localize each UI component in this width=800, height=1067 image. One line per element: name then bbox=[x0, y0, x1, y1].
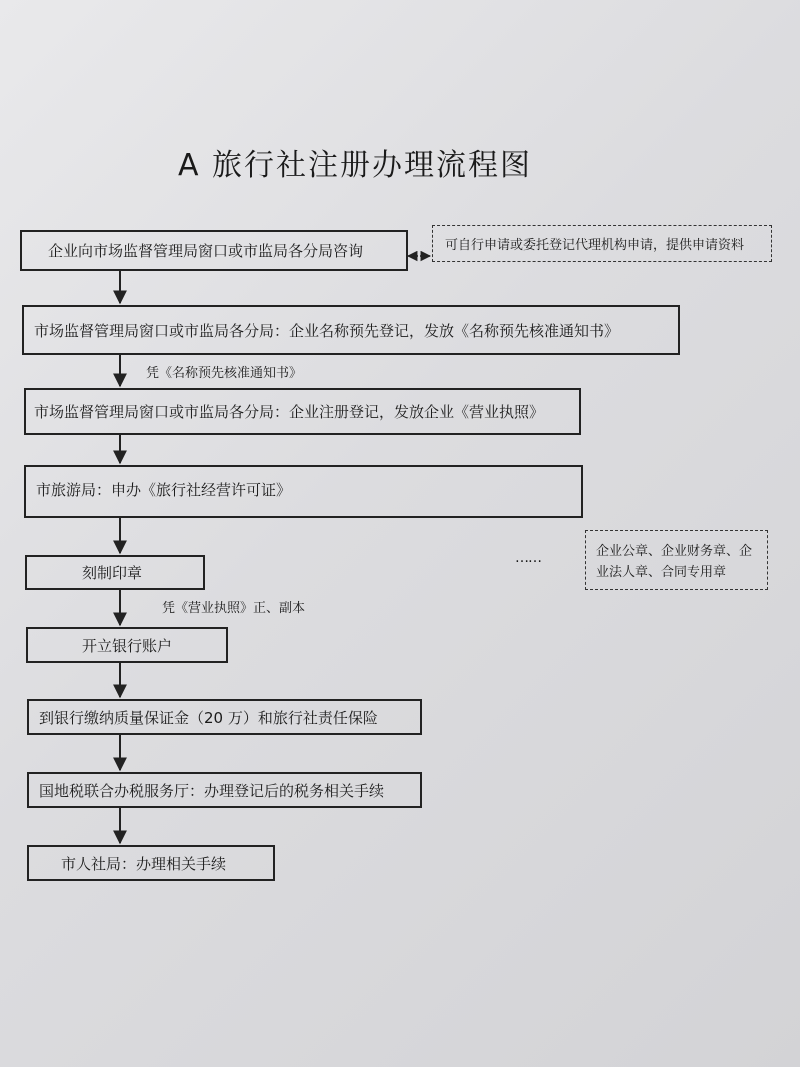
step-engrave-seals-label: 刻制印章 bbox=[82, 564, 143, 582]
note-seals-line1: 企业公章、企业财务章、企 bbox=[596, 544, 753, 559]
step-tax-registration-label: 国地税联合办税服务厅：办理登记后的税务相关手续 bbox=[39, 781, 385, 800]
step-guarantee-deposit-label: 到银行缴纳质量保证金（20 万）和旅行社责任保险 bbox=[39, 708, 378, 727]
dotted-connector: …… bbox=[515, 550, 541, 566]
step-guarantee-deposit bbox=[27, 699, 422, 735]
step-name-registration-label: 市场监督管理局窗口或市监局各分局：企业名称预先登记，发放《名称预先核准通知书》 bbox=[34, 321, 620, 340]
note-seals bbox=[585, 530, 768, 590]
step-business-registration-label: 市场监督管理局窗口或市监局各分局：企业注册登记，发放企业《营业执照》 bbox=[34, 403, 545, 421]
step-consult-label: 企业向市场监督管理局窗口或市监局各分局咨询 bbox=[48, 242, 364, 260]
note-agent bbox=[432, 225, 772, 262]
step-social-security bbox=[27, 845, 275, 881]
step-consult bbox=[20, 230, 408, 271]
note-seals-line2: 业法人章、合同专用章 bbox=[596, 565, 727, 580]
label-with-license: 凭《营业执照》正、副本 bbox=[162, 601, 306, 616]
step-tourism-license-label: 市旅游局：申办《旅行社经营许可证》 bbox=[36, 481, 292, 499]
step-bank-account bbox=[26, 627, 228, 663]
step-engrave-seals bbox=[25, 555, 205, 590]
note-agent-label: 可自行申请或委托登记代理机构申请，提供申请资料 bbox=[445, 238, 745, 253]
step-tax-registration bbox=[27, 772, 422, 808]
step-business-registration bbox=[24, 388, 581, 435]
page-title: A 旅行社注册办理流程图 bbox=[178, 148, 533, 183]
step-name-registration bbox=[22, 305, 680, 355]
step-tourism-license bbox=[24, 465, 583, 518]
label-with-notice: 凭《名称预先核准通知书》 bbox=[146, 366, 303, 381]
step-bank-account-label: 开立银行账户 bbox=[82, 636, 173, 655]
step-social-security-label: 市人社局：办理相关手续 bbox=[61, 854, 227, 873]
